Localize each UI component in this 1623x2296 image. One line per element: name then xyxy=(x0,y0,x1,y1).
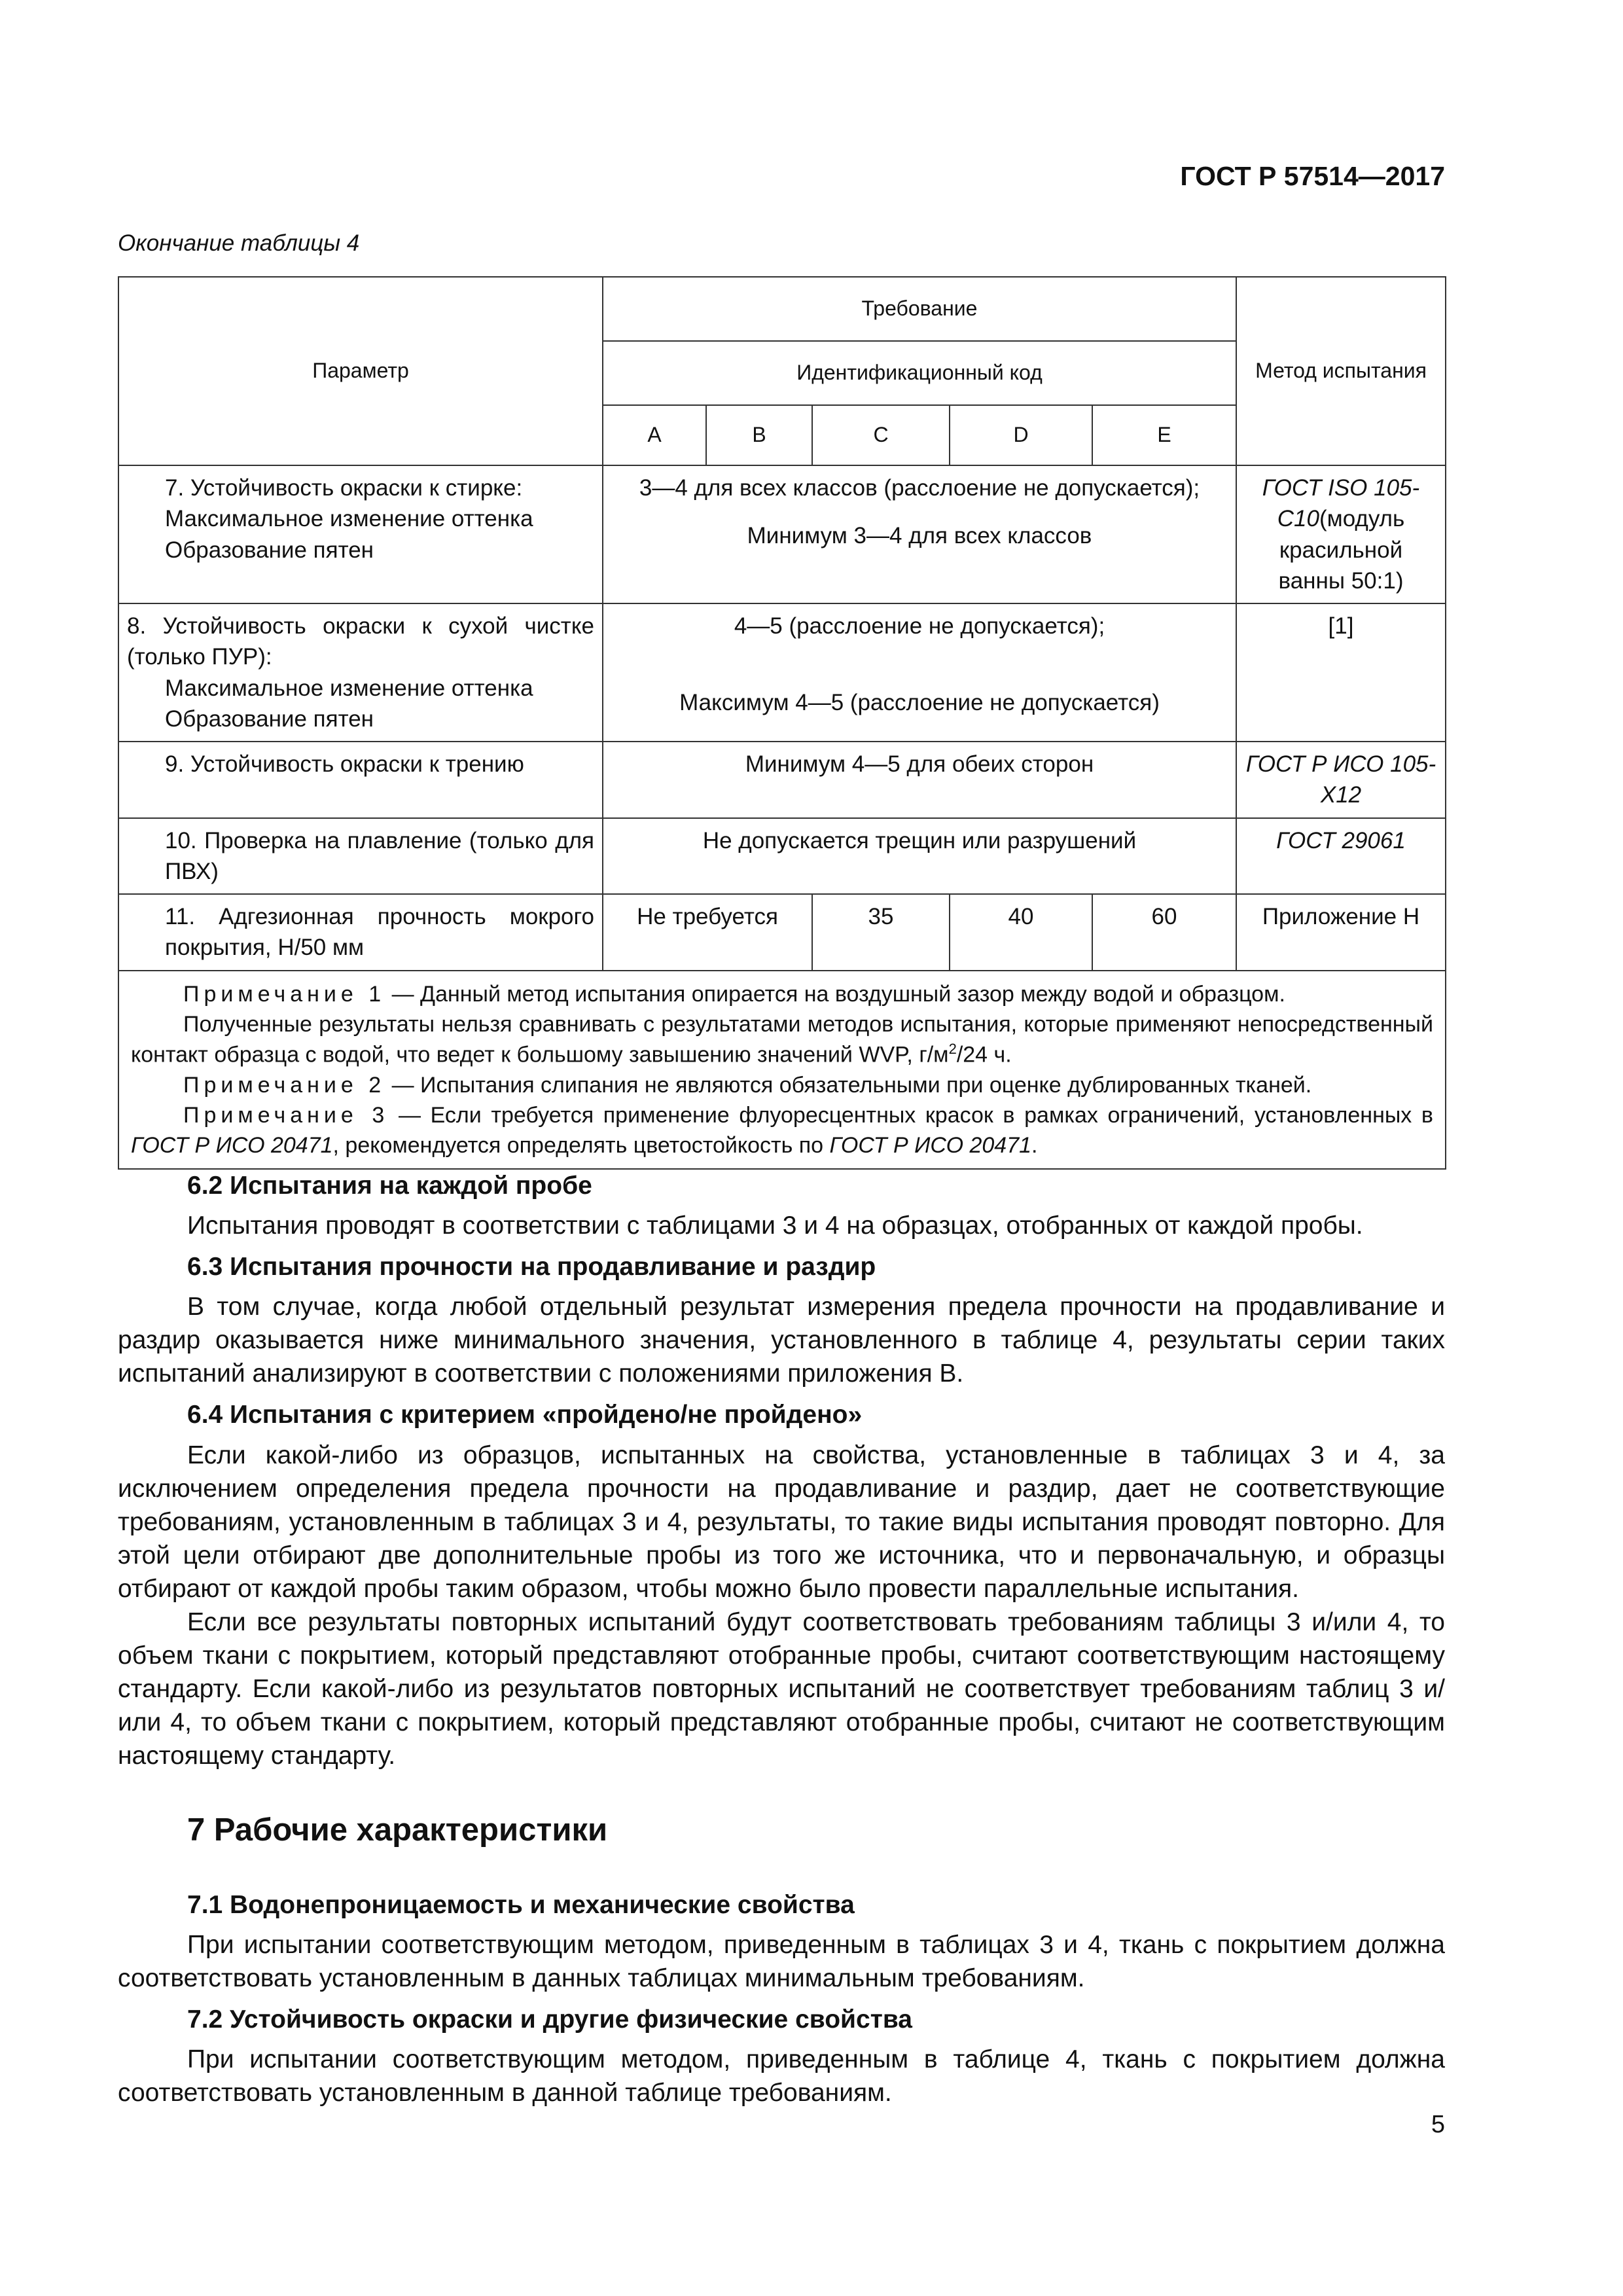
method-cell: [1] xyxy=(1236,603,1446,742)
requirement-cell: Не допускается трещин или разрушений xyxy=(603,818,1236,895)
table-row xyxy=(118,742,1446,818)
section-6-3-title: 6.3 Испытания прочности на продавливание и раздир xyxy=(187,1253,876,1282)
code-e: E xyxy=(1092,405,1236,465)
section-6-4-title: 6.4 Испытания с критерием «пройдено/не пройдено» xyxy=(187,1401,863,1429)
section-7-1-title: 7.1 Водонепроницаемость и механические свойства xyxy=(187,1890,855,1919)
header-id-code: Идентификационный код xyxy=(603,341,1236,405)
header-parameter: Параметр xyxy=(118,277,603,465)
notes-row xyxy=(118,971,1446,1170)
table-row xyxy=(118,818,1446,895)
note-label: Примечание 1 xyxy=(183,981,386,1007)
note-label: Примечание 3 xyxy=(183,1102,389,1128)
table-caption: Окончание таблицы 4 xyxy=(118,230,360,256)
section-7-title: 7 Рабочие характеристики xyxy=(187,1812,608,1848)
document-code: ГОСТ Р 57514—2017 xyxy=(1180,161,1445,191)
code-c: C xyxy=(812,405,950,465)
section-6-3-text: В том случае, когда любой отдельный результат измерения предела прочности на продавливание и раздир оказывается ниже минимального значения, установленного в таблице 4, результаты серии таких испытаний анализируют в соответствии с положениями приложения В. xyxy=(118,1293,1445,1388)
section-7-2-text: При испытании соответствующим методом, приведенным в таблице 4, ткань с покрытием должна соответствовать установленным в данной таблице требованиям. xyxy=(118,2045,1445,2107)
section-6-4-text-1: Если какой-либо из образцов, испытанных на свойства, установленные в таблицах 3 и 4, за исключением определения предела прочности на продавливание и раздир, дает не соответствующие требованиям, установленным в таблицах 3 и 4, результаты, то такие виды испытания проводят повторно. Для этой цели отбирают две дополнительные пробы из того же источника, что и первоначальную, и образцы отбирают от каждой пробы таким образом, чтобы можно было провести параллельные испытания. xyxy=(118,1441,1445,1603)
param-cell: 11. Адгезионная прочность мокрого покрытия, Н/50 мм xyxy=(118,894,603,971)
requirement-e-cell: 60 xyxy=(1092,894,1236,971)
section-6-2-text: Испытания проводят в соответствии с таблицами 3 и 4 на образцах, отобранных от каждой пробы. xyxy=(187,1211,1363,1240)
section-7-1-text: При испытании соответствующим методом, приведенным в таблицах 3 и 4, ткань с покрытием должна соответствовать установленным в данных таблицах минимальным требованиям. xyxy=(118,1930,1445,1992)
param-cell: 9. Устойчивость окраски к трению xyxy=(118,742,603,818)
section-6-4-text-2: Если все результаты повторных испытаний будут соответствовать требованиям таблицы 3 и/или 4, то объем ткани с покрытием, который представляют отобранные пробы, считают соответствующим настоящему стандарту. Если какой-либо из результатов повторных испытаний не соответствует требованиям таблиц 3 и/или 4, то объем ткани с покрытием, который представляют отобранные пробы, считают не соответствующим настоящему стандарту. xyxy=(118,1607,1445,1770)
code-d: D xyxy=(950,405,1092,465)
page-number: 5 xyxy=(1431,2111,1445,2138)
requirement-cell: 4—5 (расслоение не допускается); Максимум 4—5 (расслоение не допускается) xyxy=(603,603,1236,742)
method-cell: ГОСТ ISO 105-C10(модуль красильной ванны 50:1) xyxy=(1236,465,1446,603)
requirement-cell: Минимум 4—5 для обеих сторон xyxy=(603,742,1236,818)
method-cell: ГОСТ Р ИСО 105-X12 xyxy=(1236,742,1446,818)
code-a: A xyxy=(603,405,706,465)
param-cell: 8. Устойчивость окраски к сухой чистке (только ПУР): Максимальное изменение оттенка Образование пятен xyxy=(118,603,603,742)
document-body xyxy=(118,1161,1445,2109)
param-cell: 7. Устойчивость окраски к стирке: Максимальное изменение оттенка Образование пятен xyxy=(118,465,603,603)
note-label: Примечание 2 xyxy=(183,1072,386,1098)
section-7-2-title: 7.2 Устойчивость окраски и другие физические свойства xyxy=(187,2005,912,2034)
method-cell: Приложение Н xyxy=(1236,894,1446,971)
code-b: B xyxy=(706,405,812,465)
table-row xyxy=(118,894,1446,971)
header-requirement: Требование xyxy=(603,277,1236,341)
requirement-d-cell: 40 xyxy=(950,894,1092,971)
requirement-cell: 3—4 для всех классов (расслоение не допускается); Минимум 3—4 для всех классов xyxy=(603,465,1236,603)
requirements-table xyxy=(118,276,1446,1170)
table-row xyxy=(118,603,1446,742)
method-cell: ГОСТ 29061 xyxy=(1236,818,1446,895)
header-method: Метод испытания xyxy=(1236,277,1446,465)
param-cell: 10. Проверка на плавление (только для ПВХ) xyxy=(118,818,603,895)
requirement-ab-cell: Не требуется xyxy=(603,894,812,971)
requirement-c-cell: 35 xyxy=(812,894,950,971)
table-row xyxy=(118,465,1446,603)
table-notes: Примечание 1 — Данный метод испытания опирается на воздушный зазор между водой и образцом. Полученные результаты нельзя сравнивать с результатами методов испытания, которые применяют непосредственный контакт образца с водой, что ведет к большому завышению значений WVP, $г/м^2/24$ ч. Примечание 2 — Испытания слипания не являются обязательными при оценке дублированных тканей. Примечание 3 — Если требуется применение флуоресцентных красок в рамках ограничений, установленных в ГОСТ Р ИСО 20471, рекомендуется определять цветостойкость по ГОСТ Р ИСО 20471. xyxy=(118,971,1446,1170)
section-6-2-title: 6.2 Испытания на каждой пробе xyxy=(187,1172,592,1200)
